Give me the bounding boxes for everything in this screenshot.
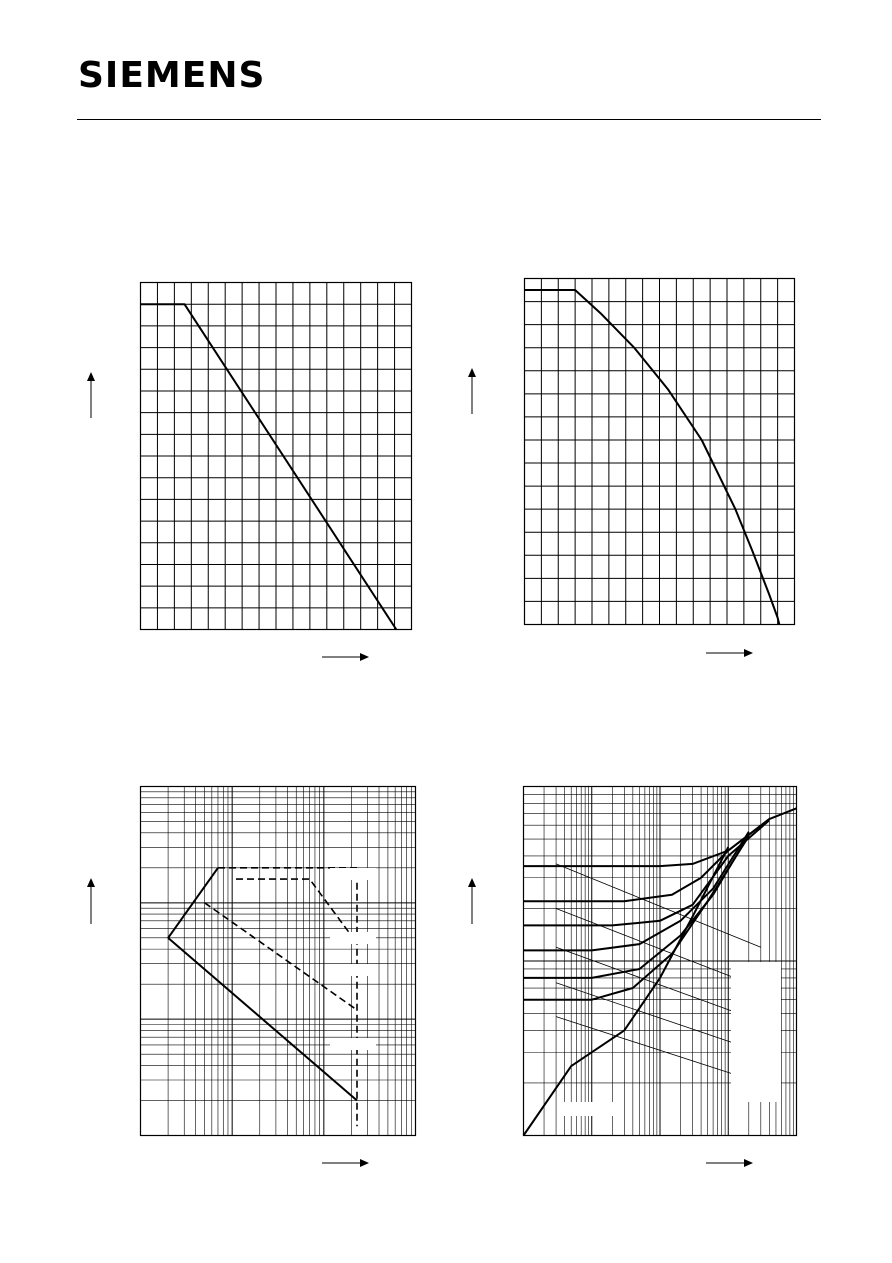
series-s3 xyxy=(524,820,770,925)
series-load-3 xyxy=(556,947,761,1021)
label-area xyxy=(731,962,781,1102)
label-area xyxy=(557,1102,621,1116)
series-s7 xyxy=(524,847,729,1136)
chart-3-x-arrow xyxy=(320,1156,370,1170)
chart-4-y-arrow xyxy=(465,878,479,926)
label-area xyxy=(330,868,376,880)
header-rule xyxy=(77,119,821,120)
plot-frame xyxy=(141,787,416,1136)
chart-3-safe-operating-area xyxy=(140,786,416,1136)
chart-4-x-arrow xyxy=(704,1156,754,1170)
siemens-logo: SIEMENS xyxy=(78,55,266,96)
series-s6 xyxy=(524,836,749,1000)
chart-2-y-arrow xyxy=(465,368,479,416)
chart-2-x-arrow xyxy=(704,646,754,660)
series-curve xyxy=(525,290,780,625)
series-pulse-2 xyxy=(205,903,357,1010)
grid xyxy=(140,786,416,1136)
grid xyxy=(524,278,795,625)
series-s2 xyxy=(524,819,770,901)
chart-1-linear-derating xyxy=(140,282,412,630)
chart-2-curved-derating xyxy=(524,278,795,625)
chart-1-y-arrow xyxy=(84,372,98,420)
series-curve xyxy=(141,304,397,629)
series-load-1 xyxy=(556,864,761,947)
label-area xyxy=(330,1038,376,1050)
label-area xyxy=(330,932,376,944)
label-area xyxy=(330,964,376,976)
grid xyxy=(140,282,412,630)
chart-3-y-arrow xyxy=(84,878,98,926)
label-area xyxy=(328,1112,348,1124)
chart-4-output-characteristics xyxy=(523,786,797,1136)
series-load-5 xyxy=(556,1017,761,1083)
chart-1-x-arrow xyxy=(320,650,370,664)
series-load-4 xyxy=(556,983,761,1052)
